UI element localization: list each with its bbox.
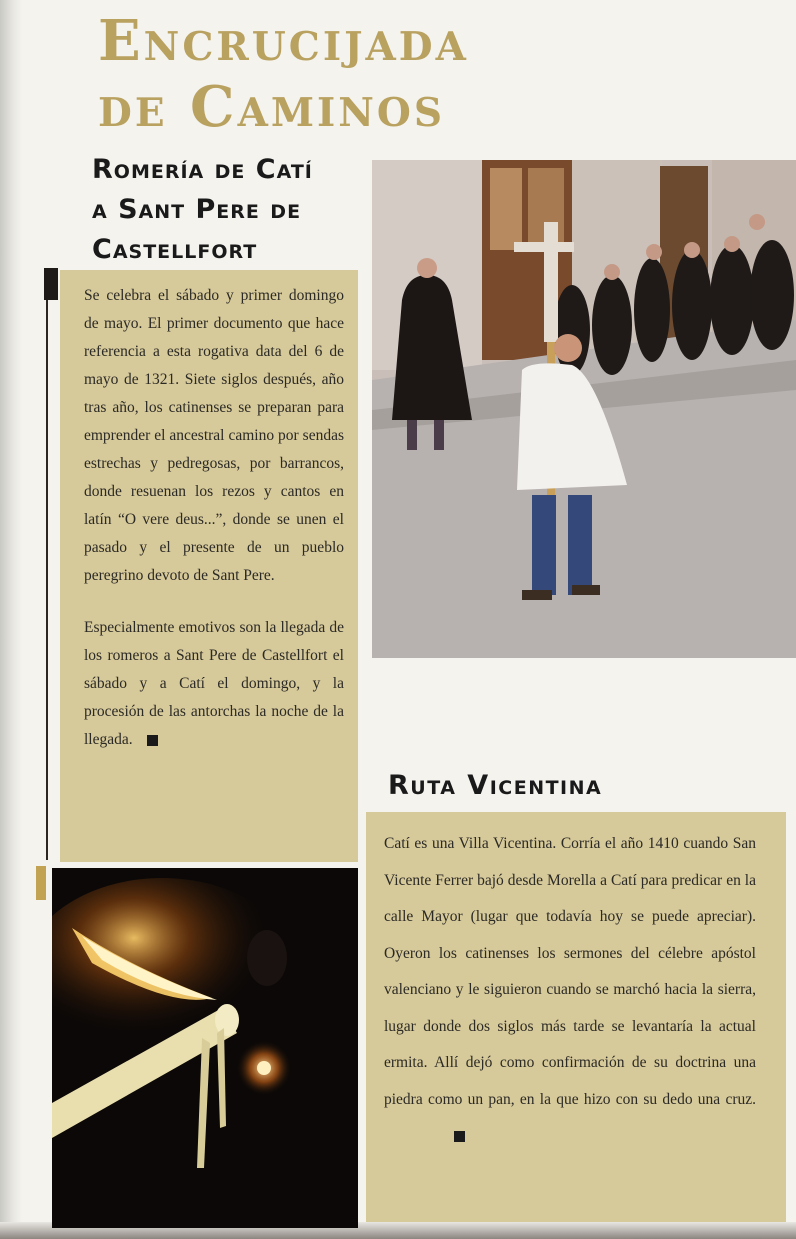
- procession-photo: [372, 160, 796, 658]
- section-heading-ruta-vicentina: Ruta Vicentina: [388, 770, 603, 801]
- vertical-rule: [46, 300, 48, 860]
- section-tab-marker: [36, 866, 46, 900]
- romeria-paragraph-1: Se celebra el sábado y primer domingo de mayo. El primer documento que hace referencia a esta rogativa data del 6 de mayo de 1321. Siete siglos después, año tras año, los catinenses se preparan para emprender el ancestral camino por sendas estrechas y pedregosas, por barrancos, donde resuenan los rezos y cantos en latín “O vere deus...”, donde se unen el pasado y el presente de un pueblo peregrino devoto de Sant Pere.: [84, 287, 344, 584]
- title-line-2: de Caminos: [98, 74, 446, 140]
- romeria-paragraph-2-text: Especialmente emotivos son la llegada de los romeros a Sant Pere de Castellfort el sábado y a Catí el domingo, y la procesión de las antorchas la noche de la llegada.: [84, 619, 344, 748]
- heading-line-3: Castellfort: [92, 234, 258, 265]
- heading-line-1: Romería de Catí: [92, 154, 313, 185]
- procession-illustration: [372, 160, 796, 658]
- section-heading-romeria: [92, 150, 313, 270]
- square-end-mark-icon: [147, 735, 158, 746]
- ruta-vicentina-paragraph: [384, 826, 756, 1155]
- romeria-text-box: [60, 270, 358, 862]
- candle-illustration: [52, 868, 358, 1228]
- square-end-mark-icon: [454, 1131, 465, 1142]
- heading-line-2: a Sant Pere de: [92, 194, 302, 225]
- ruta-vicentina-text-box: [366, 812, 786, 1222]
- candle-photo: [52, 868, 358, 1228]
- title-line-1: Encrucijada: [98, 8, 469, 74]
- page-binding-edge: [0, 0, 22, 1239]
- page-title: [98, 8, 469, 140]
- ruta-vicentina-paragraph-text: Catí es una Villa Vicentina. Corría el año 1410 cuando San Vicente Ferrer bajó desde Morella a Catí para predicar en la calle Mayor (lugar que todavía hoy se puede apreciar). Oyeron los catinenses los sermones del célebre apóstol valenciano y le siguieron cuando se marchó hacia la sierra, lugar donde dos siglos más tarde se levantaría la actual ermita. Allí dejó como confirmación de su doctrina una piedra como un pan, en la que hizo con su dedo una cruz.: [384, 835, 756, 1108]
- section-tab-marker: [44, 268, 58, 300]
- romeria-paragraph-2: [84, 614, 344, 754]
